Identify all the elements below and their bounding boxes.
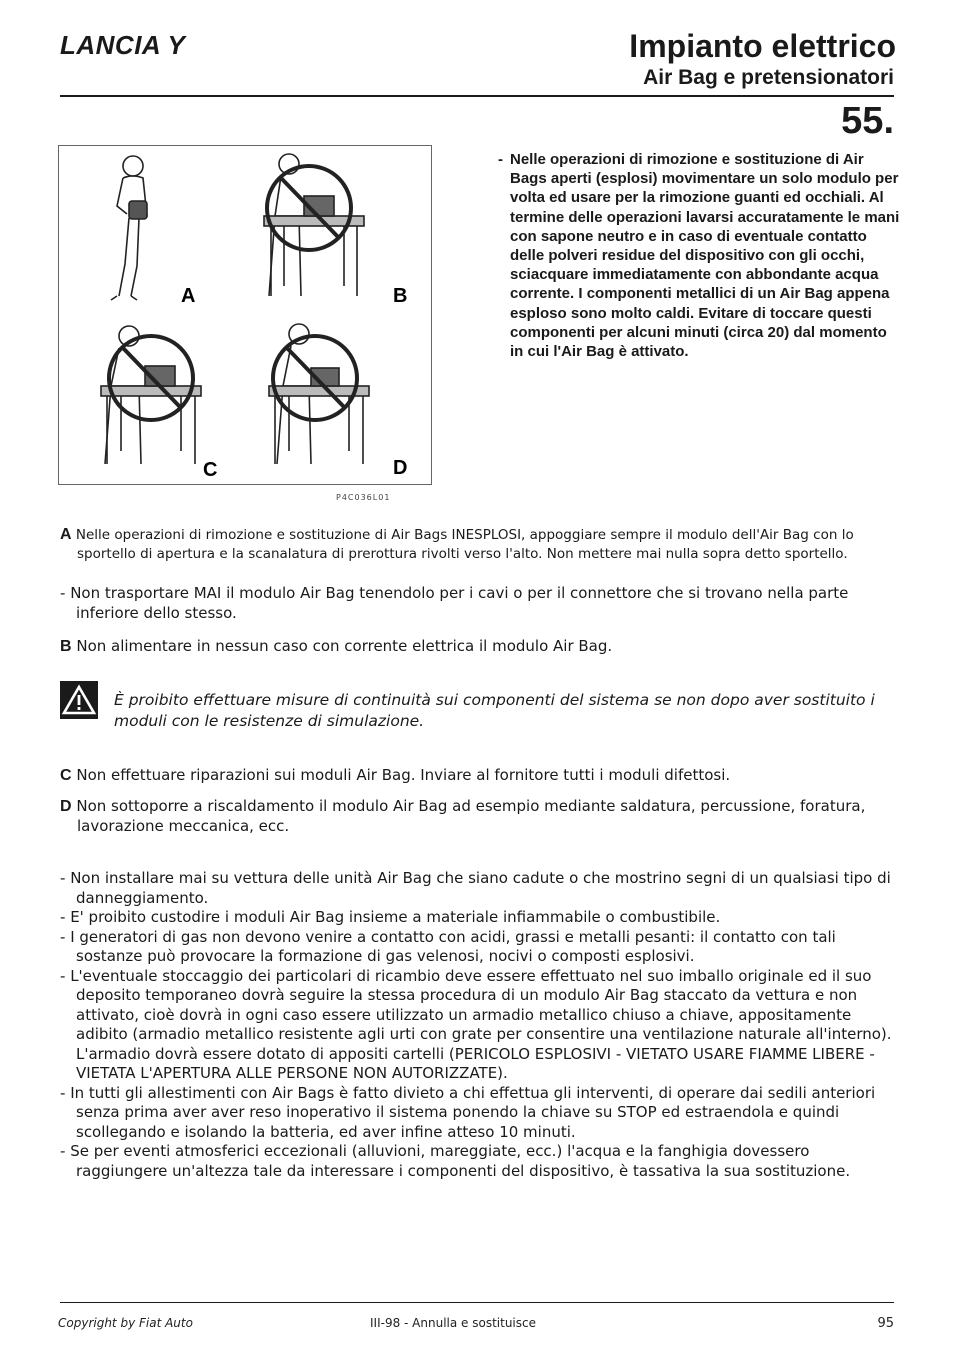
list-item: - L'eventuale stoccaggio dei particolari di ricambio deve essere effettuato nel suo imballo originale ed il suo deposito temporaneo dovrà seguire la stessa procedura di un modulo Air Bag staccato da vettura e non attivato, cioè dovrà in ogni caso essere utilizzato un armadio metallico chiuso a chiave, appositamente adibito (armadio metallico resistente agli urti con grate per consentire una ventilazione naturale all'interno). L'armadio dovrà essere dotato di appositi cartelli (PERICOLO ESPLOSIVI - VIETATO USARE FIAMME LIBERE - VIETATA L'APERTURA ALLE PERSONE NON AUTORIZZATE). (60, 966, 892, 1082)
figure-label-d: D (393, 457, 408, 479)
panel-c-figure (101, 326, 201, 464)
item-d (60, 797, 896, 836)
list-item: - I generatori di gas non devono venire a contatto con acidi, grassi e metalli pesanti: il contatto con tali sostanze può provocare la formazione di gas velenosi, nocivi o composti esplosivi. (60, 927, 836, 965)
footer-divider (60, 1302, 894, 1303)
item-a-letter: A (60, 526, 72, 543)
footer-copyright: Copyright by Fiat Auto (58, 1316, 193, 1330)
item-c-letter: C (60, 767, 72, 784)
warning-open-airbags (498, 150, 900, 361)
precautions-list (60, 869, 896, 1181)
list-item: - Non installare mai su vettura delle unità Air Bag che siano cadute o che mostrino segni di un qualsiasi tipo di danneggiamento. (60, 869, 891, 907)
item-c-text: Non effettuare riparazioni sui moduli Air Bag. Inviare al fornitore tutti i moduli difettosi. (76, 766, 731, 784)
figure-label-b: B (393, 285, 408, 307)
brand-label: LANCIA Y (60, 30, 186, 60)
figure-illustration (59, 146, 431, 484)
item-a-note-text: Non trasportare MAI il modulo Air Bag tenendolo per i cavi o per il connettore che si trovano nella parte inferiore dello stesso. (70, 584, 849, 622)
figure-label-c: C (203, 459, 218, 481)
caution-text: È proibito effettuare misure di continuità sui componenti del sistema se non dopo aver sostituito i moduli con le resistenze di simulazione. (114, 691, 875, 730)
warning-dash: - (498, 151, 503, 168)
item-b-text: Non alimentare in nessun caso con corrente elettrica il modulo Air Bag. (76, 637, 613, 655)
panel-a-figure (111, 156, 147, 300)
airbag-handling-figure (58, 145, 432, 485)
list-item: - Se per eventi atmosferici eccezionali (alluvioni, mareggiate, ecc.) l'acqua e la fanghigia dovessero raggiungere un'altezza tale da interessare i componenti del dispositivo, è tassativa la sua sostituzione. (60, 1142, 851, 1180)
item-a (60, 526, 896, 563)
figure-code: P4C036L01 (336, 493, 391, 502)
page-subtitle: Air Bag e pretensionatori (643, 66, 894, 89)
footer-edition: III-98 - Annulla e sostituisce (370, 1316, 536, 1330)
list-item: - In tutti gli allestimenti con Air Bags è fatto divieto a chi effettua gli interventi, di operare dai sedili anteriori senza prima aver aver reso inoperativo il sistema ponendo la chiave su STOP ed estraendola e quindi scollegando e isolando la batteria, ed aver infine atteso 10 minuti. (60, 1083, 876, 1141)
header-divider (60, 95, 894, 97)
item-a-note-dash: - (60, 584, 71, 602)
page-title: Impianto elettrico (629, 28, 896, 64)
list-item: - E' proibito custodire i moduli Air Bag insieme a materiale infiammabile o combustibile. (60, 908, 721, 926)
figure-label-a: A (181, 285, 196, 307)
section-number: 55. (841, 100, 894, 142)
item-b (60, 637, 896, 657)
item-d-text: Non sottoporre a riscaldamento il modulo Air Bag ad esempio mediante saldatura, percussione, foratura, lavorazione meccanica, ecc. (76, 797, 866, 835)
item-b-letter: B (60, 638, 72, 655)
warning-open-airbags-text: Nelle operazioni di rimozione e sostituzione di Air Bags aperti (esplosi) movimentare un solo modulo per volta ed usare per la rimozione guanti ed occhiali. Al termine delle operazioni lavarsi accuratamente le mani con sapone neutro e in caso di eventuale contatto delle polveri residue del dispositivo con gli occhi, sciacquare immediatamente con abbondante acqua corrente. I componenti metallici di un Air Bag appena esploso sono molto caldi. Evitare di toccare questi componenti per alcuni minuti (circa 20) dal momento in cui l'Air Bag è attivato. (510, 151, 900, 361)
footer-page-number: 95 (877, 1316, 894, 1331)
caution-icon (60, 681, 98, 719)
item-a-note (60, 584, 896, 623)
item-d-letter: D (60, 798, 72, 815)
item-a-text: Nelle operazioni di rimozione e sostituzione di Air Bags INESPLOSI, appoggiare sempre il modulo dell'Air Bag con lo sportello di apertura e la scanalatura di prerottura rivolti verso l'alto. Non mettere mai nulla sopra detto sportello. (75, 527, 854, 562)
item-c (60, 766, 896, 786)
